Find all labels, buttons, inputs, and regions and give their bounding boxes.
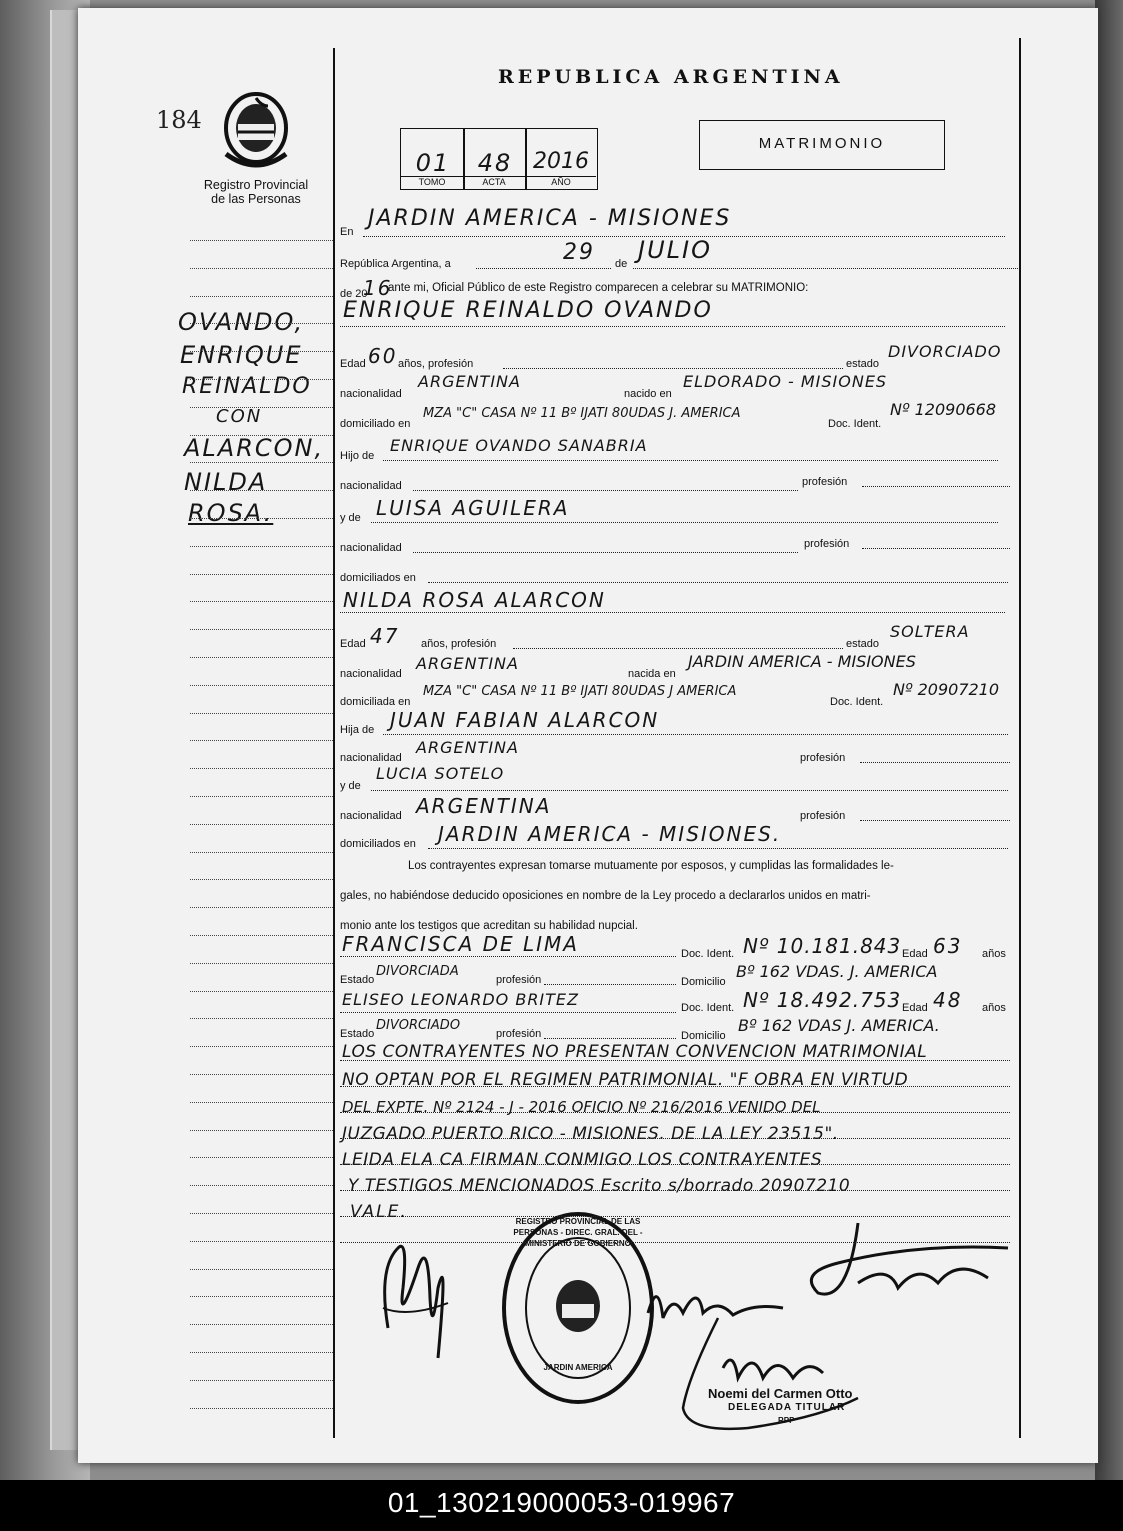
margin-rule-line <box>190 713 333 714</box>
spouse1-name: ENRIQUE REINALDO OVANDO <box>343 298 713 323</box>
witness-age: 63 <box>933 934 963 958</box>
acta-label: ACTA <box>482 177 506 187</box>
margin-rule-line <box>190 1185 333 1186</box>
annotation-rule-line <box>340 1112 1010 1113</box>
margin-rule-line <box>190 601 333 602</box>
annotation-rule-line <box>340 1138 1010 1139</box>
margin-rule-line <box>190 546 333 547</box>
witness-estado: DIVORCIADO <box>376 1018 461 1033</box>
margin-rule-line <box>190 1102 333 1103</box>
declaration-line-1: Los contrayentes expresan tomarse mutuamente por esposos, y cumplidas las formalidades le- <box>408 860 894 872</box>
margin-rule-line <box>190 323 333 324</box>
margin-rule-line <box>190 907 333 908</box>
margin-rule-line <box>190 379 333 380</box>
margin-rule-line <box>190 768 333 769</box>
witness-name: ELISEO LEONARDO BRITEZ <box>342 990 579 1009</box>
margin-rule-line <box>190 685 333 686</box>
acta-value: 48 <box>477 149 513 177</box>
margin-rule-line <box>190 296 333 297</box>
act-type: MATRIMONIO <box>758 135 886 152</box>
spouse2-age: 47 <box>370 624 400 648</box>
signature-groom <box>368 1208 458 1378</box>
spouse2-doc: Nº 20907210 <box>893 680 1000 699</box>
margin-rule-line <box>190 991 333 992</box>
page-number: 184 <box>156 106 202 134</box>
margin-rule-line <box>190 1213 333 1214</box>
annotation-rule-line <box>340 1216 1010 1217</box>
spouse1-estado: DIVORCIADO <box>888 342 1002 361</box>
witness-doc: Nº 10.181.843 <box>743 934 902 958</box>
spouse1-nationality: ARGENTINA <box>418 372 521 391</box>
witness-estado: DIVORCIADA <box>376 964 459 979</box>
margin-rule-line <box>190 657 333 658</box>
margin-rule-line <box>190 1018 333 1019</box>
margin-rule-line <box>190 462 333 463</box>
en-label: En <box>340 226 354 238</box>
margin-rule-line <box>190 740 333 741</box>
tomo-value: 01 <box>415 149 451 177</box>
margin-rule-line <box>190 268 333 269</box>
margin-rule-line <box>190 490 333 491</box>
margin-rule-line <box>190 852 333 853</box>
spouse2-birthplace: JARDIN AMERICA - MISIONES <box>688 652 916 671</box>
official-title: DELEGADA TITULAR <box>728 1402 846 1413</box>
annotation-rule-line <box>340 1086 1010 1087</box>
country-title: REPUBLICA ARGENTINA <box>498 66 844 88</box>
spouse1-address: MZA "C" CASA Nº 11 Bº IJATI 80UDAS J. AMERICA <box>423 406 741 421</box>
annotation-rule-line <box>340 1242 1010 1243</box>
spouse1-father: ENRIQUE OVANDO SANABRIA <box>390 436 648 455</box>
margin-rule-line <box>190 518 333 519</box>
witness-age: 48 <box>933 988 963 1012</box>
declaration-line-2: gales, no habiéndose deducido oposiciones en nombre de la Ley procedo a declararlos unidos en matri- <box>340 890 871 902</box>
margin-rule-line <box>190 1241 333 1242</box>
witness-address: Bº 162 VDAS J. AMERICA. <box>738 1016 940 1035</box>
annotation-rule-line <box>340 1164 1010 1165</box>
annotation-rule-line <box>340 1060 1010 1061</box>
margin-rule-line <box>190 1074 333 1075</box>
spouse1-mother: LUISA AGUILERA <box>376 496 570 520</box>
margin-rule-line <box>190 351 333 352</box>
margin-rule-line <box>190 629 333 630</box>
official-seal <box>498 1208 658 1408</box>
margin-rule-line <box>190 435 333 436</box>
spouse2-name: NILDA ROSA ALARCON <box>343 588 606 612</box>
spouse2-father: JUAN FABIAN ALARCON <box>390 708 660 732</box>
margin-rule-line <box>190 879 333 880</box>
republica-label: República Argentina, a <box>340 258 451 270</box>
spouse1-age: 60 <box>368 344 398 368</box>
act-day: 29 <box>563 240 595 265</box>
spouse1-birthplace: ELDORADO - MISIONES <box>683 372 888 391</box>
margin-rule-line <box>190 1352 333 1353</box>
spouse2-nationality: ARGENTINA <box>416 654 519 673</box>
margin-rule-line <box>190 240 333 241</box>
margin-rule-line <box>190 407 333 408</box>
spouse2-father-nationality: ARGENTINA <box>416 738 519 757</box>
spouse2-mother-nationality: ARGENTINA <box>416 794 552 818</box>
act-year-suffix: 16 <box>363 276 393 300</box>
ano-value: 2016 <box>533 149 589 174</box>
spouse2-address: MZA "C" CASA Nº 11 Bº IJATI 80UDAS J AMERICA <box>423 684 737 699</box>
margin-rule-line <box>190 1296 333 1297</box>
margin-rule-line <box>190 574 333 575</box>
registry-number-box <box>400 128 598 190</box>
annotation-rule-line <box>340 1190 1010 1191</box>
spouse2-mother: LUCIA SOTELO <box>376 764 505 783</box>
spouse2-parents-address: JARDIN AMERICA - MISIONES. <box>438 822 782 846</box>
margin-rule-line <box>190 1324 333 1325</box>
margin-rule-line <box>190 1408 333 1409</box>
witness-doc: Nº 18.492.753 <box>743 988 902 1012</box>
witness-name: FRANCISCA DE LIMA <box>342 932 579 956</box>
spouse2-estado: SOLTERA <box>890 622 970 641</box>
left-column-border <box>333 48 335 1438</box>
act-place: JARDIN AMERICA - MISIONES <box>368 206 732 231</box>
margin-rule-line <box>190 1130 333 1131</box>
file-caption: 01_130219000053-019967 <box>0 1480 1123 1531</box>
binding-shadow <box>1095 0 1123 1480</box>
official-agency: RPP <box>778 1416 795 1425</box>
margin-rule-line <box>190 1046 333 1047</box>
ano-label: AÑO <box>551 177 571 187</box>
seal-text: REGISTRO PROVINCIAL DE LAS PERSONAS - DIREC. GRAL. DEL - MINISTERIO DE GOBIERNO <box>513 1217 643 1248</box>
certificate-sheet: 184 Registro Provincial de las Personas REPUBLICA ARGENTINA 01 48 2016 TOMO ACTA AÑO MATRIMONIO OVANDO, ENRIQUE REINALDO CON ALARCON, NILDA ROSA. En JARDIN AMERICA - MISIONES República Argentina, a 29 de JULIO de 20 16 ante mi, Oficial Público de este Registro comparecen a celebrar su MATRIMONIO: ENRIQUE REINALDO OVANDO Edad 60 años, profesión estado DIVORCIADO nacionalidad ARGENTINA nacido en ELDORADO - MISIONES domiciliado en MZA "C" CASA Nº 11 Bº IJATI 80UDAS J. AMERICA Doc. Ident. Nº 12090668 Hijo de ENRIQUE OVANDO SANABRIA nacionalidad profesión y de LUISA AGUILERA nacionalidad profesión domiciliados en NILDA ROSA ALARCON Edad 47 años, profesión estado SOLTERA nacionalidad ARGENTINA nacida en JARDIN AMERICA - MISIONES domiciliada en MZA "C" CASA Nº 11 Bº IJATI 80UDAS J AMERICA Doc. Ident. Nº 20907210 Hija de JUAN FABIAN ALARCON nacionalidad ARGENTINA profesión y de LUCIA SOTELO nacionalidad ARGENTINA profesión domiciliados en JARDIN AMERICA - MISIONES. Los contrayentes expresan tomarse mutuamente por esposos, y cumplidas las formalidades le- gales, no habiéndose deducido oposiciones en nombre de la Ley procedo a declararlos unidos en matri- monio ante los testigos que acreditan su habilidad nupcial. FRANCISCA DE LIMA Doc. Ident. Nº 10.181.843 Edad 63 años Estado DIVORCIADA profesión Domicilio Bº 162 VDAS. J. AMERICA ELISEO LEONARDO BRITEZ Doc. Ident. Nº 18.492.753 Edad 48 años Estado DIVORCIADO profesión Domicilio Bº 162 VDAS J. AMERICA. LOS CONTRAYENTES NO PRESENTAN CONVENCION MATRIMONIAL NO OPTAN POR EL REGIMEN PATRIMONIAL. "F OBRA EN VIRTUD DEL EXPTE. Nº 2124 - J - 2016 OFICIO Nº 216/2016 VENIDO DEL JUZGADO PUERTO RICO - MISIONES. DE LA LEY 23515". LEIDA ELA CA FIRMAN CONMIGO LOS CONTRAYENTES Y TESTIGOS MENCIONADOS Escrito s/borrado 20907210 VALE. REGISTRO PROVINCIAL DE LAS PERSONAS - DIREC. GRAL. DEL - MINISTERIO DE GOBIERNO JARDIN AMERICA Noemi del Carmen Otto DELEGADA TITULAR RPP <box>78 8 1098 1463</box>
spouse1-doc: Nº 12090668 <box>890 400 997 419</box>
margin-rule-line <box>190 935 333 936</box>
declaration-line-3: monio ante los testigos que acreditan su habilidad nupcial. <box>340 920 638 932</box>
registry-name: Registro Provincial de las Personas <box>203 178 309 206</box>
margin-rule-line <box>190 796 333 797</box>
official-name: Noemi del Carmen Otto <box>708 1386 853 1401</box>
act-month: JULIO <box>638 236 712 264</box>
intro-text: ante mi, Oficial Público de este Registro comparecen a celebrar su MATRIMONIO: <box>388 282 809 294</box>
seal-bottom: JARDIN AMERICA <box>543 1363 613 1372</box>
tomo-label: TOMO <box>418 177 446 187</box>
margin-rule-line <box>190 1380 333 1381</box>
margin-rule-line <box>190 1269 333 1270</box>
act-type-box <box>699 120 945 170</box>
province-emblem-icon <box>216 84 296 174</box>
margin-rule-line <box>190 824 333 825</box>
margin-rule-line <box>190 963 333 964</box>
witness-address: Bº 162 VDAS. J. AMERICA <box>736 962 938 981</box>
margin-rule-line <box>190 1157 333 1158</box>
